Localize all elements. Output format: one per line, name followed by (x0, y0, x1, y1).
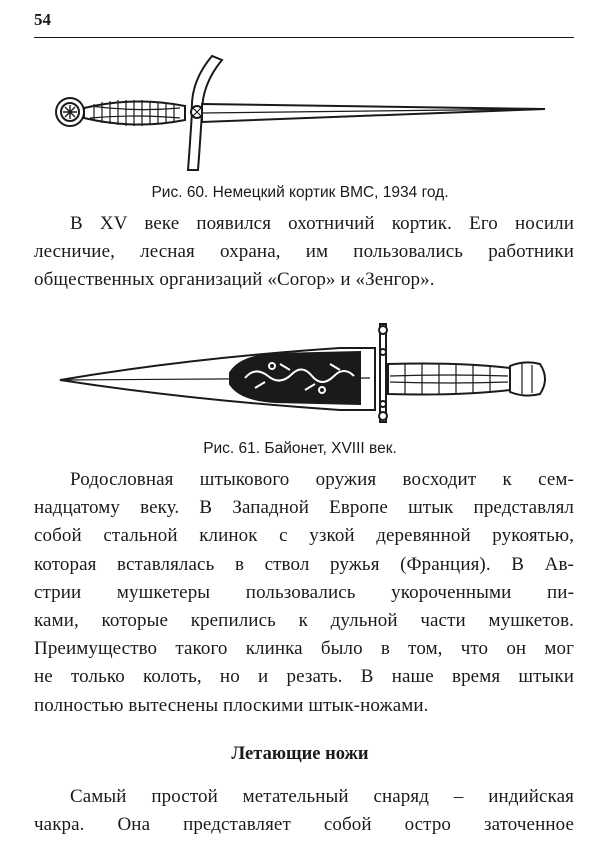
text-line: надцатому веку. В Западной Европе штык представлял (34, 497, 574, 519)
text-line: полностью вытеснены плоскими штык-ножами. (34, 694, 429, 716)
text-line: ками, которые крепились к дульной части мушкетов. (34, 610, 574, 632)
bayonet-pommel (510, 362, 545, 395)
bayonet-ornament (230, 352, 360, 404)
page-number: 54 (34, 10, 51, 29)
section-heading: Летающие ножи (231, 744, 369, 764)
text-line: общественных организаций «Согор» и «Зенгор». (34, 269, 435, 291)
figure-61-caption: Рис. 61. Байонет, XVIII век. (203, 440, 397, 457)
text-line: стрии мушкетеры пользовались укороченными пи- (34, 581, 574, 603)
bayonet-handle (388, 364, 510, 395)
dirk-blade (202, 104, 545, 122)
paragraph-bayonet-history (34, 466, 574, 720)
figure-60-caption: Рис. 60. Немецкий кортик ВМС, 1934 год. (151, 184, 449, 201)
text-line: не только колоть, но и резать. В наше время штыки (34, 666, 574, 688)
figure-60-naval-dirk (40, 52, 560, 180)
paragraph-hunting-dirk (34, 210, 574, 295)
figure-61-bayonet (40, 318, 560, 428)
header-rule (34, 37, 574, 38)
text-line: Самый простой метательный снаряд – индийская (70, 786, 574, 807)
text-line: которая вставлялась в ствол ружья (Франция). В Ав- (34, 553, 574, 575)
paragraph-chakra (34, 783, 574, 839)
text-line: собой стальной клинок с узкой деревянной рукоятью, (34, 525, 574, 547)
text-line: лесничие, лесная охрана, им пользовались работники (34, 241, 574, 263)
text-line: чакра. Она представляет собой остро заточенное (34, 814, 574, 836)
text-line: Родословная штыкового оружия восходит к сем- (70, 469, 574, 490)
text-line: В XV веке появился охотничий кортик. Его носили (70, 213, 574, 234)
text-line: Преимущество такого клинка было в том, что он мог (34, 638, 574, 660)
